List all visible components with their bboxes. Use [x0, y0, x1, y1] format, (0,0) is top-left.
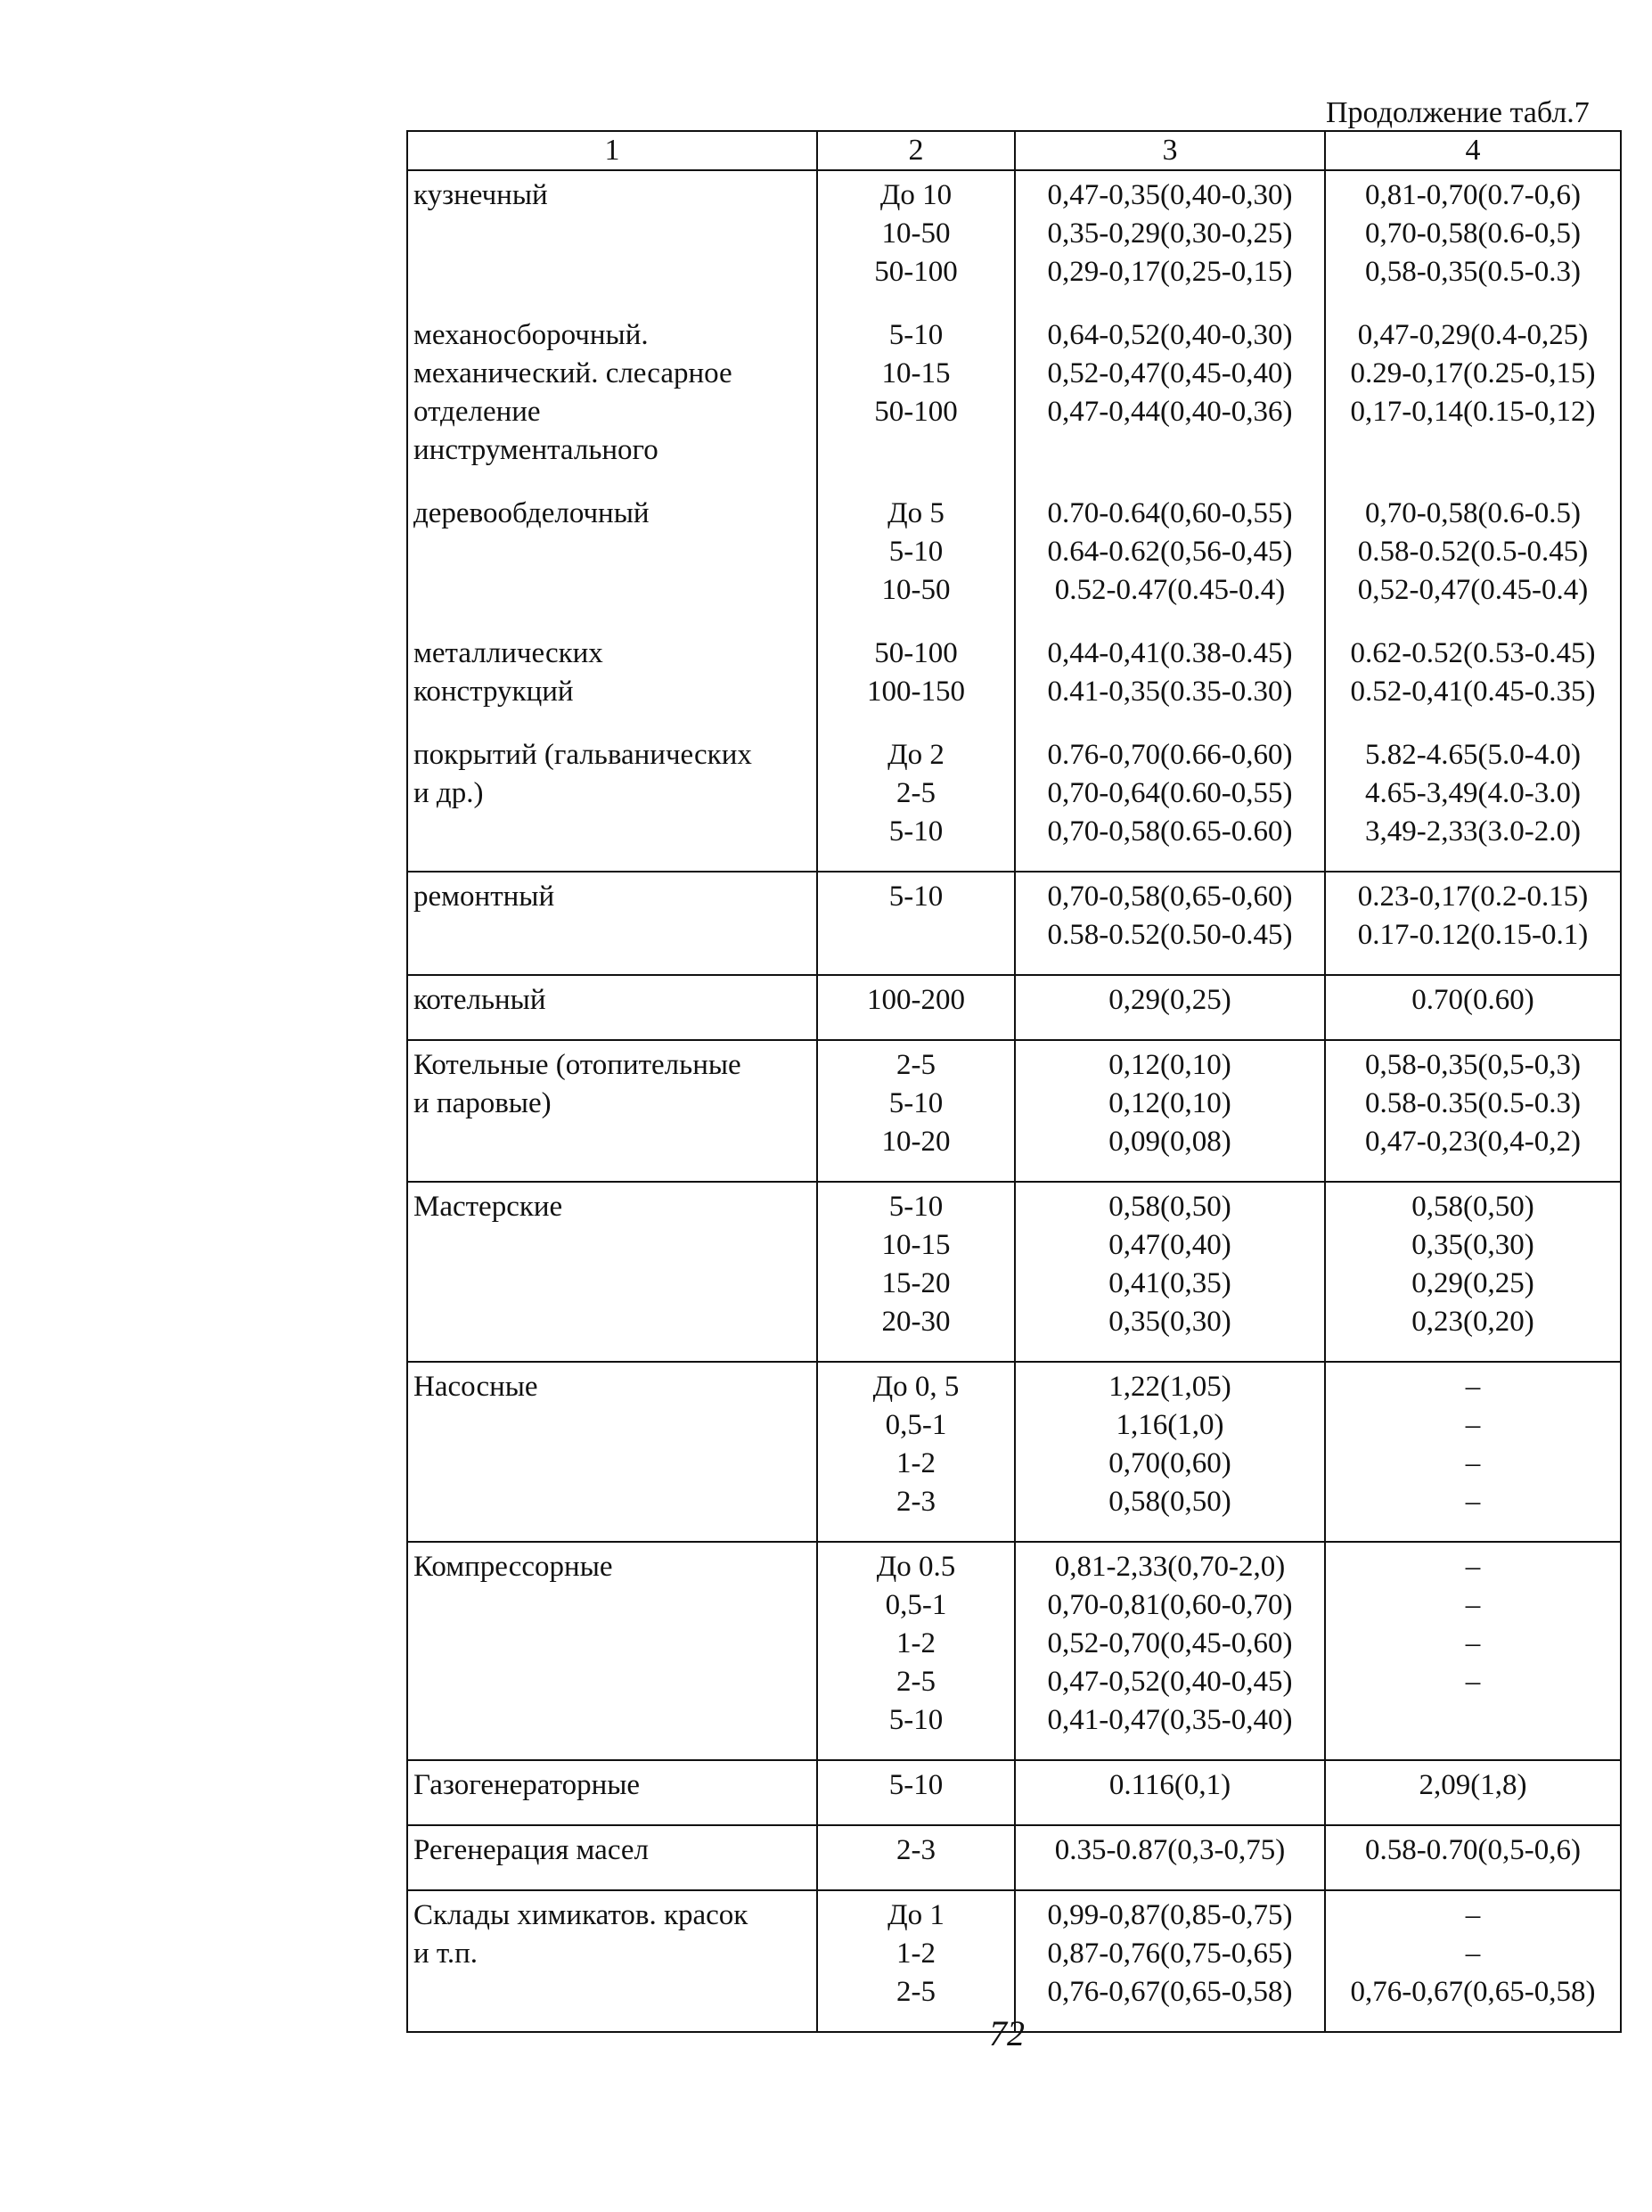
cell-line: 0,47(0,40): [1108, 1229, 1231, 1261]
cell-line: 50-100: [874, 396, 958, 428]
cell-line: и т.п.: [413, 1938, 478, 1970]
cell-line: 0,5-1: [885, 1409, 947, 1441]
cell-line: 0,70-0,58(0,65-0,60): [1047, 881, 1293, 913]
value-col3-cell: [1015, 311, 1325, 489]
table-caption: Продолжение табл.7: [1326, 96, 1590, 129]
cell-line: –: [1465, 1627, 1481, 1659]
cell-line: 0,58-0,35(0.5-0.3): [1365, 256, 1581, 288]
cell-line: механический. слесарное: [413, 357, 732, 389]
cell-line: 2-5: [896, 777, 936, 809]
cell-line: 0,12(0,10): [1108, 1049, 1231, 1081]
cell-line: 0,58-0,35(0,5-0,3): [1365, 1049, 1581, 1081]
cell-line: –: [1465, 1666, 1481, 1698]
cell-line: 0.64-0.62(0,56-0,45): [1047, 536, 1293, 568]
cell-line: –: [1465, 1371, 1481, 1403]
value-col3-cell: [1015, 1362, 1325, 1542]
cell-line: 0,52-0,47(0.45-0.4): [1357, 574, 1589, 606]
value-col3-cell: [1015, 489, 1325, 629]
row-name-cell: [407, 629, 817, 731]
table-body: [407, 170, 1621, 2032]
cell-line: 0,09(0,08): [1108, 1126, 1231, 1158]
cell-line: 0,52-0,70(0,45-0,60): [1047, 1627, 1293, 1659]
cell-line: 0,5-1: [885, 1589, 947, 1621]
size-range-cell: [817, 1760, 1015, 1825]
value-col4-cell: [1325, 975, 1621, 1040]
value-col3-cell: [1015, 170, 1325, 311]
cell-line: 5-10: [888, 319, 944, 351]
cell-line: 5-10: [888, 1704, 944, 1736]
cell-line: 0,29(0,25): [1108, 984, 1231, 1016]
cell-line: 0.23-0,17(0.2-0.15): [1357, 881, 1589, 913]
cell-line: 15-20: [881, 1267, 951, 1299]
cell-line: 1-2: [896, 1447, 936, 1479]
table-row: [407, 170, 1621, 311]
size-range-cell: [817, 1362, 1015, 1542]
cell-line: 0,47-0,52(0,40-0,45): [1047, 1666, 1293, 1698]
value-col4-cell: [1325, 1890, 1621, 2032]
cell-line: 0.58-0.70(0,5-0,6): [1365, 1834, 1581, 1866]
cell-line: 2-5: [896, 1049, 936, 1081]
cell-line: 0,76-0,67(0,65-0,58): [1047, 1976, 1293, 2008]
cell-line: 0,47-0,44(0,40-0,36): [1047, 396, 1293, 428]
cell-line: и паровые): [413, 1087, 552, 1119]
value-col3-cell: [1015, 975, 1325, 1040]
cell-line: 4.65-3,49(4.0-3.0): [1365, 777, 1581, 809]
row-name-cell: [407, 1040, 817, 1182]
cell-line: 0.29-0,17(0.25-0,15): [1350, 357, 1596, 389]
cell-line: металлических: [413, 637, 603, 669]
cell-line: 0,81-0,70(0.7-0,6): [1365, 179, 1581, 211]
cell-line: 0.52-0,41(0.45-0.35): [1350, 676, 1596, 708]
cell-line: 0,35(0,30): [1411, 1229, 1534, 1261]
cell-line: До 5: [887, 497, 945, 529]
cell-line: механосборочный.: [413, 319, 649, 351]
cell-line: –: [1465, 1899, 1481, 1931]
cell-line: 0,41(0,35): [1108, 1267, 1231, 1299]
cell-line: –: [1465, 1938, 1481, 1970]
table-row: [407, 1542, 1621, 1760]
size-range-cell: [817, 1825, 1015, 1890]
row-name-cell: [407, 1890, 817, 2032]
cell-line: 3,49-2,33(3.0-2.0): [1365, 815, 1581, 848]
value-col4-cell: [1325, 1760, 1621, 1825]
cell-line: 0,70-0,58(0.6-0,5): [1365, 217, 1581, 250]
value-col4-cell: [1325, 311, 1621, 489]
size-range-cell: [817, 872, 1015, 975]
cell-line: 0,44-0,41(0.38-0.45): [1047, 637, 1293, 669]
data-table: [406, 130, 1622, 2033]
cell-line: Насосные: [413, 1371, 538, 1403]
cell-line: 1-2: [896, 1627, 936, 1659]
cell-line: 0,47-0,29(0.4-0,25): [1357, 319, 1589, 351]
cell-line: 0,12(0,10): [1108, 1087, 1231, 1119]
table-row: [407, 872, 1621, 975]
value-col4-cell: [1325, 1542, 1621, 1760]
row-name-cell: [407, 975, 817, 1040]
value-col4-cell: [1325, 1182, 1621, 1362]
cell-line: 10-50: [881, 217, 951, 250]
cell-line: 0.70(0.60): [1411, 984, 1534, 1016]
size-range-cell: [817, 1890, 1015, 2032]
cell-line: котельный: [413, 984, 546, 1016]
table-row: [407, 975, 1621, 1040]
cell-line: До 1: [887, 1899, 945, 1931]
cell-line: 5-10: [888, 1087, 944, 1119]
value-col3-cell: [1015, 1182, 1325, 1362]
cell-line: 0,70-0,81(0,60-0,70): [1047, 1589, 1293, 1621]
cell-line: 0,29(0,25): [1411, 1267, 1534, 1299]
table-row: [407, 1362, 1621, 1542]
cell-line: 10-20: [881, 1126, 951, 1158]
cell-line: Компрессорные: [413, 1551, 613, 1583]
cell-line: Склады химикатов. красок: [413, 1899, 748, 1931]
cell-line: 5-10: [888, 536, 944, 568]
cell-line: 0,99-0,87(0,85-0,75): [1047, 1899, 1293, 1931]
cell-line: –: [1465, 1551, 1481, 1583]
cell-line: 0.58-0.52(0.50-0.45): [1047, 919, 1293, 951]
cell-line: 0,76-0,67(0,65-0,58): [1350, 1976, 1596, 2008]
cell-line: 0,58(0,50): [1411, 1191, 1534, 1223]
column-header: 1: [407, 131, 817, 170]
cell-line: 0.41-0,35(0.35-0.30): [1047, 676, 1293, 708]
cell-line: ремонтный: [413, 881, 555, 913]
value-col3-cell: [1015, 1825, 1325, 1890]
value-col3-cell: [1015, 629, 1325, 731]
table-row: [407, 1040, 1621, 1182]
cell-line: 10-15: [881, 1229, 951, 1261]
cell-line: и др.): [413, 777, 484, 809]
cell-line: 0,35-0,29(0,30-0,25): [1047, 217, 1293, 250]
cell-line: –: [1465, 1486, 1481, 1518]
table-header: [407, 131, 1621, 170]
row-name-cell: [407, 1760, 817, 1825]
row-name-cell: [407, 489, 817, 629]
cell-line: 2-5: [896, 1666, 936, 1698]
cell-line: 0,70(0,60): [1108, 1447, 1231, 1479]
row-name-cell: [407, 170, 817, 311]
value-col4-cell: [1325, 629, 1621, 731]
cell-line: 5-10: [888, 1191, 944, 1223]
size-range-cell: [817, 629, 1015, 731]
value-col4-cell: [1325, 731, 1621, 872]
table-row: [407, 1890, 1621, 2032]
page-number: 72: [989, 2013, 1025, 2053]
cell-line: 0,41-0,47(0,35-0,40): [1047, 1704, 1293, 1736]
cell-line: 10-15: [881, 357, 951, 389]
cell-line: конструкций: [413, 676, 574, 708]
cell-line: 1-2: [896, 1938, 936, 1970]
row-name-cell: [407, 731, 817, 872]
size-range-cell: [817, 1182, 1015, 1362]
cell-line: 0,23(0,20): [1411, 1306, 1534, 1338]
cell-line: 0,29-0,17(0,25-0,15): [1047, 256, 1293, 288]
size-range-cell: [817, 731, 1015, 872]
cell-line: 50-100: [874, 637, 958, 669]
cell-line: 0,47-0,23(0,4-0,2): [1365, 1126, 1581, 1158]
value-col4-cell: [1325, 1040, 1621, 1182]
cell-line: 0.52-0.47(0.45-0.4): [1054, 574, 1286, 606]
cell-line: 0.116(0,1): [1108, 1769, 1231, 1801]
table-row: [407, 311, 1621, 489]
table-row: [407, 1825, 1621, 1890]
value-col4-cell: [1325, 170, 1621, 311]
row-name-cell: [407, 311, 817, 489]
row-name-cell: [407, 872, 817, 975]
cell-line: –: [1465, 1409, 1481, 1441]
cell-line: 0,58(0,50): [1108, 1191, 1231, 1223]
table-row: [407, 489, 1621, 629]
cell-line: Мастерские: [413, 1191, 563, 1223]
cell-line: 0,70-0,58(0.65-0.60): [1047, 815, 1293, 848]
cell-line: 0,47-0,35(0,40-0,30): [1047, 179, 1293, 211]
cell-line: 2-3: [896, 1486, 936, 1518]
row-name-cell: [407, 1825, 817, 1890]
cell-line: 2,09(1,8): [1419, 1769, 1527, 1801]
cell-line: 1,22(1,05): [1108, 1371, 1231, 1403]
value-col3-cell: [1015, 872, 1325, 975]
table-row: [407, 1182, 1621, 1362]
cell-line: кузнечный: [413, 179, 548, 211]
value-col3-cell: [1015, 1542, 1325, 1760]
cell-line: Котельные (отопительные: [413, 1049, 741, 1081]
column-header: 4: [1325, 131, 1621, 170]
cell-line: До 0.5: [876, 1551, 956, 1583]
cell-line: –: [1465, 1447, 1481, 1479]
cell-line: 5-10: [888, 815, 944, 848]
cell-line: деревообделочный: [413, 497, 650, 529]
cell-line: 50-100: [874, 256, 958, 288]
cell-line: 0.76-0,70(0.66-0,60): [1047, 739, 1293, 771]
size-range-cell: [817, 1040, 1015, 1182]
cell-line: 0.35-0.87(0,3-0,75): [1054, 1834, 1286, 1866]
value-col3-cell: [1015, 1760, 1325, 1825]
cell-line: отделение: [413, 396, 541, 428]
cell-line: До 2: [887, 739, 945, 771]
cell-line: 10-50: [881, 574, 951, 606]
value-col4-cell: [1325, 872, 1621, 975]
cell-line: До 10: [879, 179, 953, 211]
cell-line: 0,35(0,30): [1108, 1306, 1231, 1338]
cell-line: До 0, 5: [872, 1371, 960, 1403]
cell-line: 0,70-0,58(0.6-0.5): [1365, 497, 1581, 529]
cell-line: 100-200: [867, 984, 965, 1016]
value-col3-cell: [1015, 731, 1325, 872]
size-range-cell: [817, 170, 1015, 311]
cell-line: 5.82-4.65(5.0-4.0): [1365, 739, 1581, 771]
value-col4-cell: [1325, 1362, 1621, 1542]
cell-line: 2-5: [896, 1976, 936, 2008]
cell-line: 0,87-0,76(0,75-0,65): [1047, 1938, 1293, 1970]
cell-line: 2-3: [896, 1834, 936, 1866]
cell-line: Регенерация масел: [413, 1834, 649, 1866]
value-col4-cell: [1325, 1825, 1621, 1890]
cell-line: 0.70-0.64(0,60-0,55): [1047, 497, 1293, 529]
value-col3-cell: [1015, 1890, 1325, 2032]
cell-line: 5-10: [888, 1769, 944, 1801]
row-name-cell: [407, 1362, 817, 1542]
cell-line: 100-150: [867, 676, 965, 708]
cell-line: 0,64-0,52(0,40-0,30): [1047, 319, 1293, 351]
value-col4-cell: [1325, 489, 1621, 629]
size-range-cell: [817, 489, 1015, 629]
cell-line: Газогенераторные: [413, 1769, 641, 1801]
cell-line: 1,16(1,0): [1116, 1409, 1224, 1441]
cell-line: 0,70-0,64(0.60-0,55): [1047, 777, 1293, 809]
cell-line: 0.62-0.52(0.53-0.45): [1350, 637, 1596, 669]
cell-line: 0.58-0.35(0.5-0.3): [1365, 1087, 1581, 1119]
cell-line: 0,52-0,47(0,45-0,40): [1047, 357, 1293, 389]
table-row: [407, 1760, 1621, 1825]
cell-line: 0.17-0.12(0.15-0.1): [1357, 919, 1589, 951]
cell-line: инструментального: [413, 434, 658, 466]
table-row: [407, 629, 1621, 731]
cell-line: 0,81-2,33(0,70-2,0): [1054, 1551, 1286, 1583]
cell-line: 20-30: [881, 1306, 951, 1338]
cell-line: 0.58-0.52(0.5-0.45): [1357, 536, 1589, 568]
size-range-cell: [817, 975, 1015, 1040]
cell-line: 5-10: [888, 881, 944, 913]
row-name-cell: [407, 1542, 817, 1760]
value-col3-cell: [1015, 1040, 1325, 1182]
cell-line: 0,17-0,14(0.15-0,12): [1350, 396, 1596, 428]
table-row: [407, 731, 1621, 872]
cell-line: покрытий (гальванических: [413, 739, 752, 771]
column-header: 2: [817, 131, 1015, 170]
column-header: 3: [1015, 131, 1325, 170]
size-range-cell: [817, 311, 1015, 489]
row-name-cell: [407, 1182, 817, 1362]
cell-line: –: [1465, 1589, 1481, 1621]
cell-line: 0,58(0,50): [1108, 1486, 1231, 1518]
size-range-cell: [817, 1542, 1015, 1760]
